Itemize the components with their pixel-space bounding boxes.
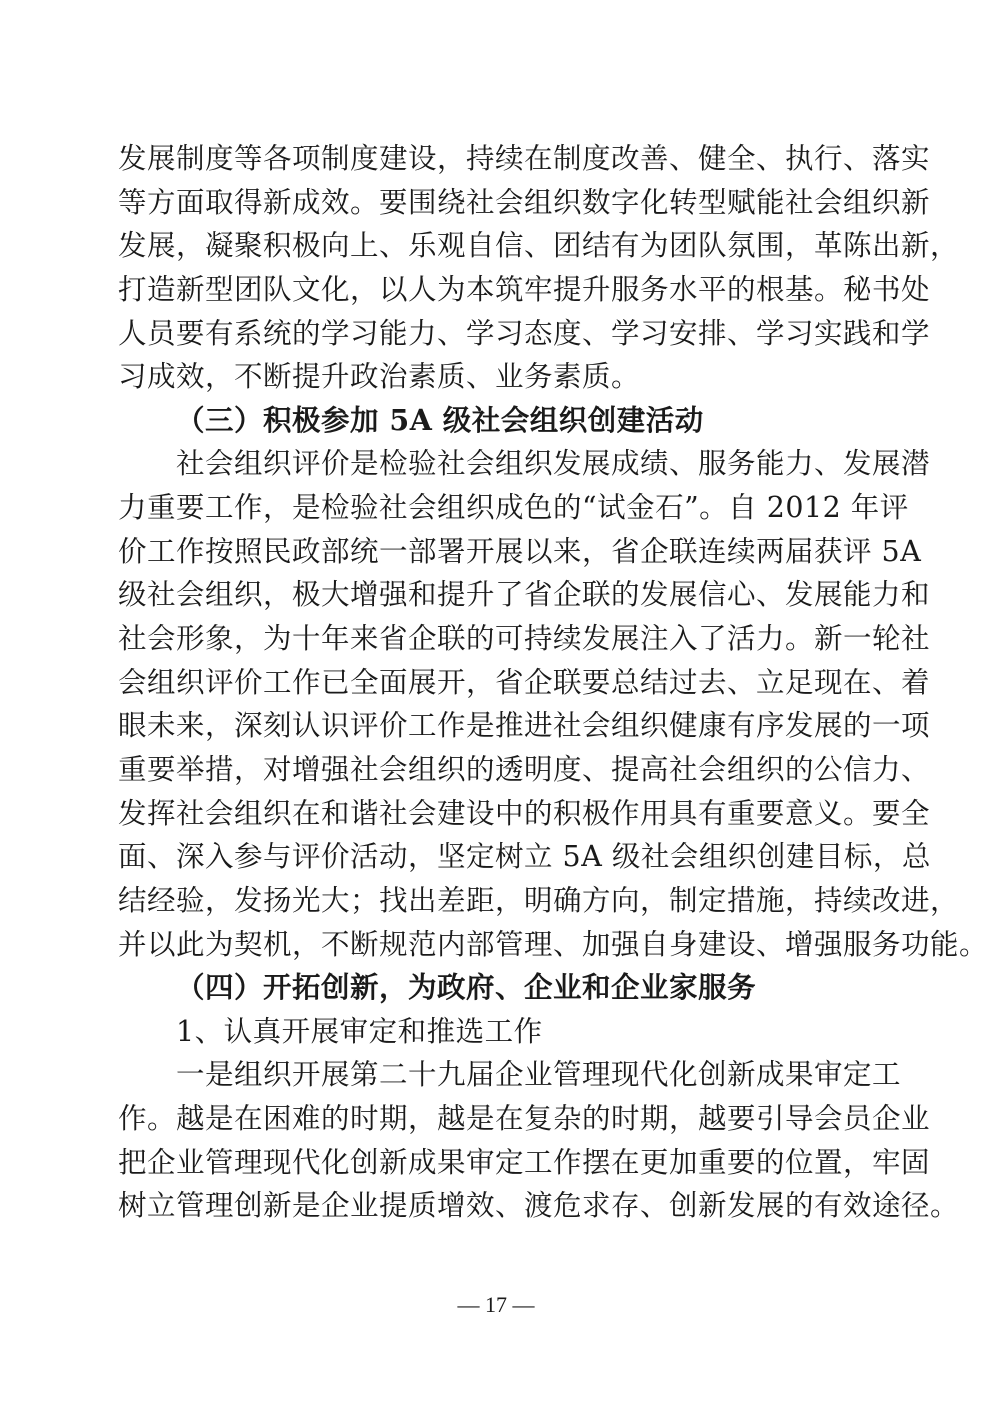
- body-text-line: 会组织评价工作已全面展开，省企联要总结过去、立足现在、着: [118, 665, 931, 699]
- page-number: — 17 —: [457, 1292, 535, 1317]
- body-text-line: 发展，凝聚积极向上、乐观自信、团结有为团队氛围，革陈出新，: [118, 229, 960, 263]
- body-text-line: 级社会组织，极大增强和提升了省企联的发展信心、发展能力和: [118, 578, 931, 612]
- body-text-line: 面、深入参与评价活动，坚定树立 5A 级社会组织创建目标，总: [118, 840, 931, 874]
- body-text-line: 发挥社会组织在和谐社会建设中的积极作用具有重要意义。要全: [118, 796, 931, 830]
- body-text-line: 一是组织开展第二十九届企业管理现代化创新成果审定工: [176, 1058, 902, 1092]
- body-text-line: 习成效，不断提升政治素质、业务素质。: [118, 360, 641, 394]
- body-text-line: 社会组织评价是检验社会组织发展成绩、服务能力、发展潜: [176, 447, 931, 481]
- section-heading-3: （三）积极参加 5A 级社会组织创建活动: [176, 402, 704, 437]
- body-text-line: 结经验，发扬光大；找出差距，明确方向，制定措施，持续改进，: [118, 883, 960, 917]
- body-text-line: 力重要工作，是检验社会组织成色的“试金石”。自 2012 年评: [118, 491, 909, 525]
- body-text-line: 打造新型团队文化，以人为本筑牢提升服务水平的根基。秘书处: [118, 272, 931, 306]
- body-text-line: 重要举措，对增强社会组织的透明度、提高社会组织的公信力、: [118, 752, 931, 786]
- body-text-line: 树立管理创新是企业提质增效、渡危求存、创新发展的有效途径。: [118, 1189, 960, 1223]
- body-text-line: 等方面取得新成效。要围绕社会组织数字化转型赋能社会组织新: [118, 185, 931, 219]
- body-text-line: 价工作按照民政部统一部署开展以来，省企联连续两届获评 5A: [118, 534, 922, 568]
- body-text-line: 发展制度等各项制度建设，持续在制度改善、健全、执行、落实: [118, 142, 931, 175]
- section-heading-4: （四）开拓创新，为政府、企业和企业家服务: [176, 970, 757, 1005]
- body-text-line: 社会形象，为十年来省企联的可持续发展注入了活力。新一轮社: [118, 622, 931, 656]
- body-text-line: 并以此为契机，不断规范内部管理、加强自身建设、增强服务功能。: [118, 927, 989, 961]
- body-text-line: 眼未来，深刻认识评价工作是推进社会组织健康有序发展的一项: [118, 709, 931, 743]
- body-text-line: 人员要有系统的学习能力、学习态度、学习安排、学习实践和学: [118, 316, 931, 350]
- body-text-line: 把企业管理现代化创新成果审定工作摆在更加重要的位置，牢固: [118, 1145, 931, 1179]
- subsection-heading: 1、认真开展审定和推选工作: [176, 1014, 543, 1048]
- body-text-line: 作。越是在困难的时期，越是在复杂的时期，越要引导会员企业: [118, 1102, 931, 1136]
